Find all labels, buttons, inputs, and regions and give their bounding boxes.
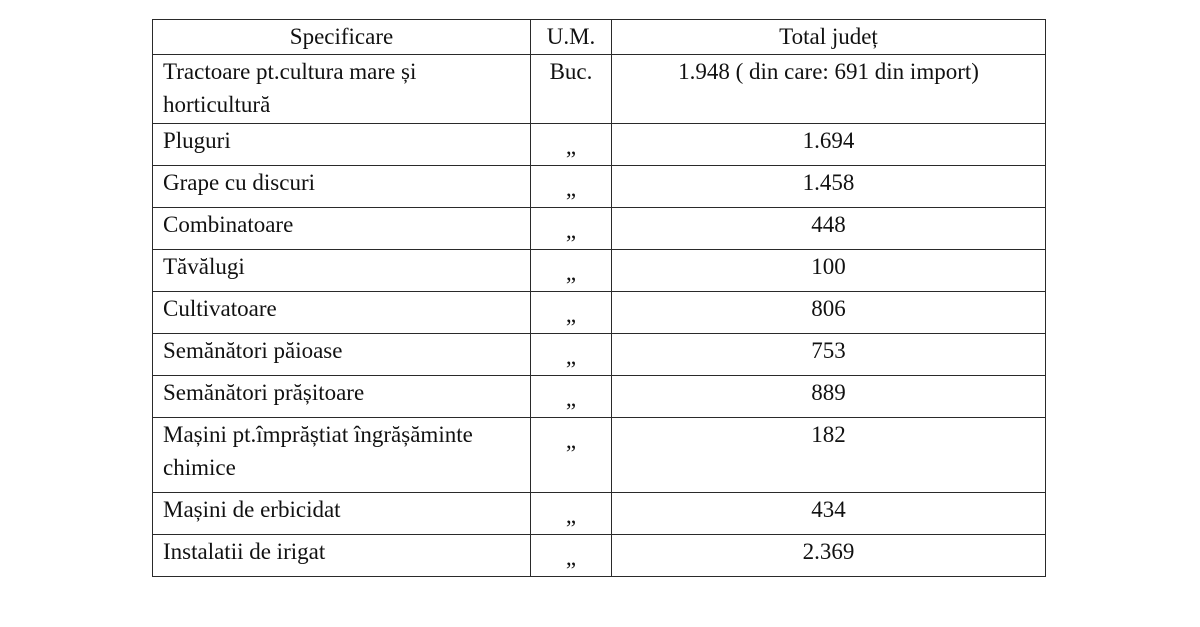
table-row [153,418,1046,493]
cell-um: „ [531,124,612,166]
cell-total: 1.458 [612,166,1046,208]
table-row [153,493,1046,535]
cell-spec: Combinatoare [153,208,531,250]
header-total: Total județ [612,20,1046,55]
table-row [153,208,1046,250]
cell-spec: Grape cu discuri [153,166,531,208]
cell-um: Buc. [531,55,612,124]
cell-spec: Instalatii de irigat [153,535,531,577]
cell-total: 1.694 [612,124,1046,166]
cell-spec: Mașini de erbicidat [153,493,531,535]
cell-um: „ [531,208,612,250]
cell-spec: Pluguri [153,124,531,166]
header-um: U.M. [531,20,612,55]
table-row [153,334,1046,376]
cell-total: 806 [612,292,1046,334]
cell-total: 753 [612,334,1046,376]
cell-spec: Semănători păioase [153,334,531,376]
cell-um: „ [531,250,612,292]
table-row [153,166,1046,208]
cell-um: „ [531,376,612,418]
cell-um: „ [531,166,612,208]
cell-total: 434 [612,493,1046,535]
table-row [153,124,1046,166]
cell-spec: Tăvălugi [153,250,531,292]
cell-total: 1.948 ( din care: 691 din import) [612,55,1046,124]
cell-um: „ [531,418,612,493]
table-row [153,376,1046,418]
equipment-table [152,19,1046,577]
cell-total: 100 [612,250,1046,292]
cell-spec: Semănători prășitoare [153,376,531,418]
cell-total: 182 [612,418,1046,493]
cell-total: 2.369 [612,535,1046,577]
cell-spec: Mașini pt.împrăștiat îngrășăminte chimice [153,418,531,493]
cell-total: 448 [612,208,1046,250]
cell-um: „ [531,334,612,376]
table-row [153,292,1046,334]
table-row [153,250,1046,292]
table-header-row [153,20,1046,55]
cell-total: 889 [612,376,1046,418]
header-specificare: Specificare [153,20,531,55]
cell-spec: Cultivatoare [153,292,531,334]
table-row [153,535,1046,577]
cell-um: „ [531,493,612,535]
cell-um: „ [531,292,612,334]
table-row [153,55,1046,124]
cell-spec: Tractoare pt.cultura mare și horticultură [153,55,531,124]
cell-um: „ [531,535,612,577]
